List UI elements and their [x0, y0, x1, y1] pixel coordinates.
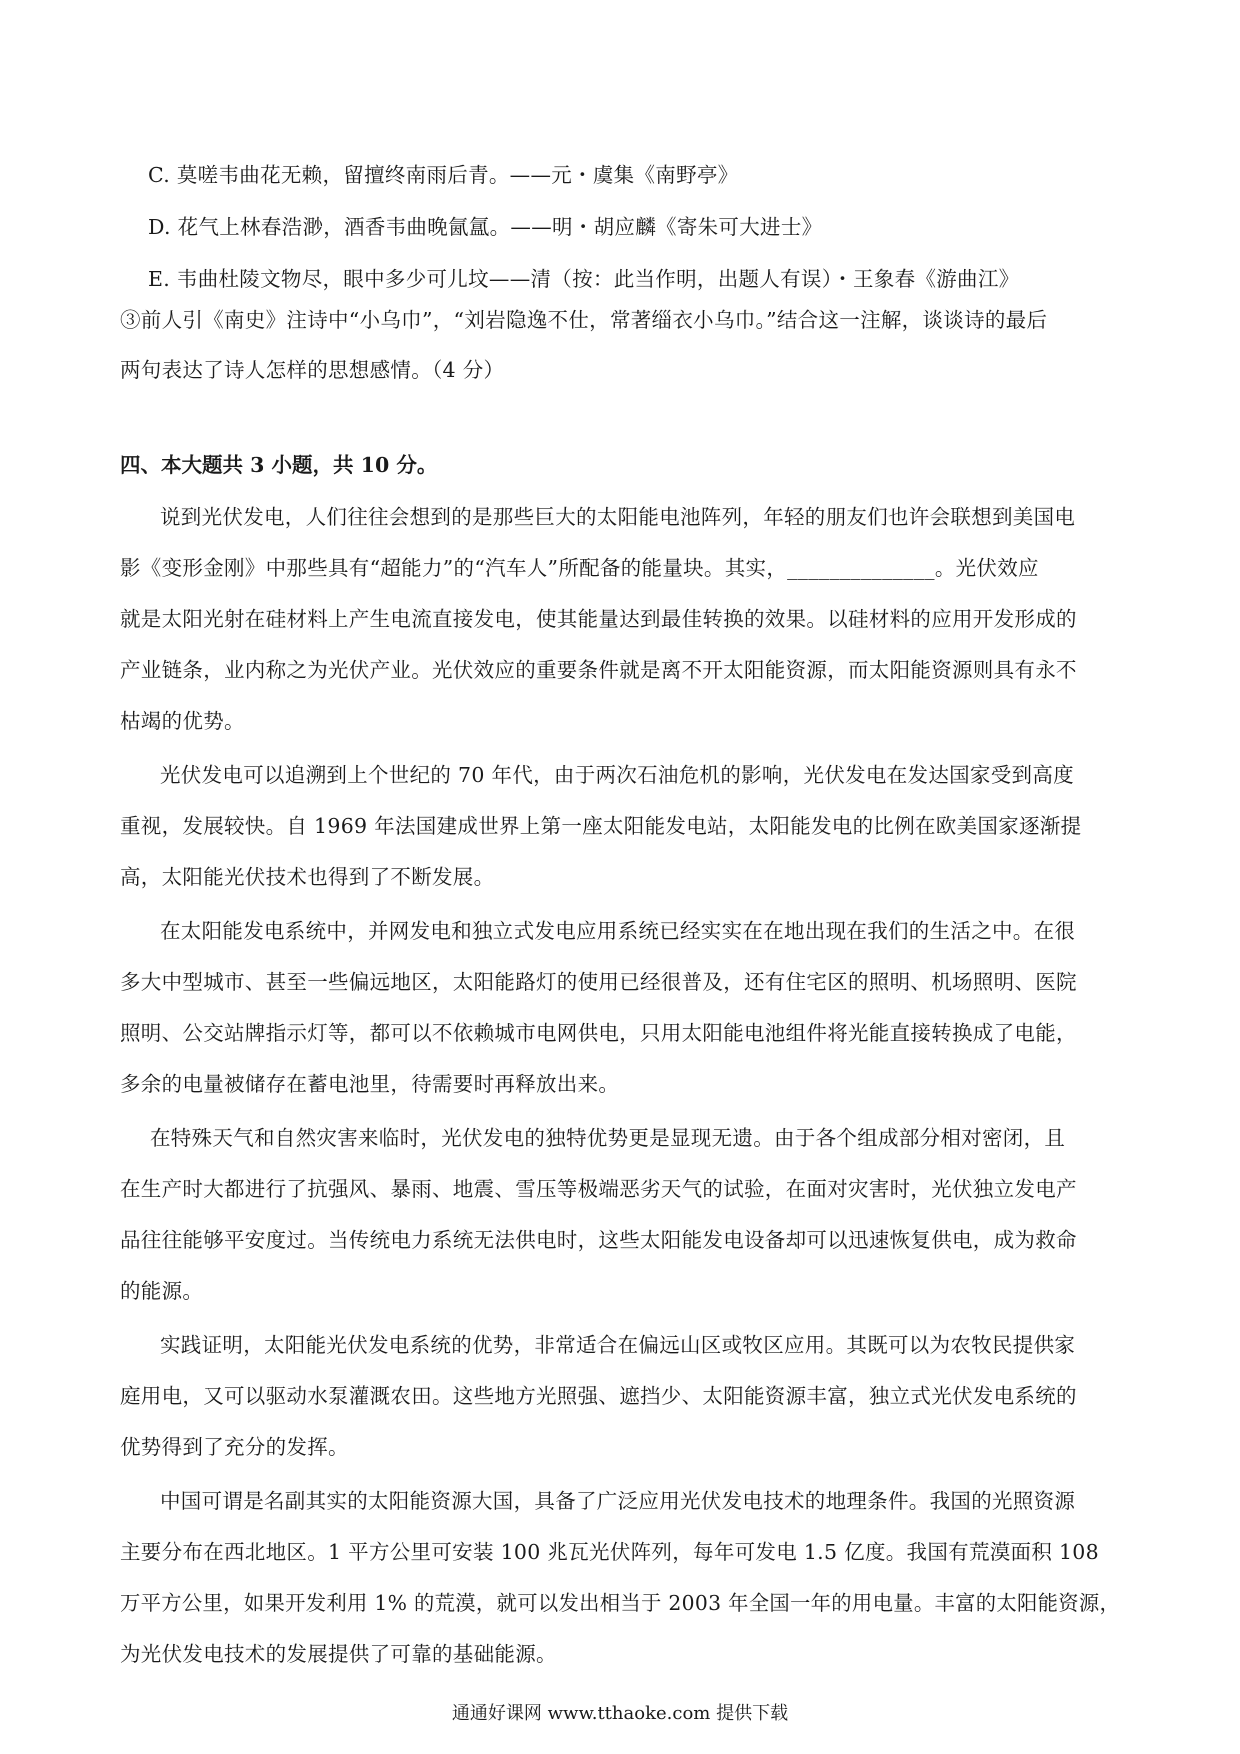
paragraph-3-line: 多余的电量被储存在蓄电池里，待需要时再释放出来。	[120, 1072, 620, 1096]
paragraph-3-line: 照明、公交站牌指示灯等，都可以不依赖城市电网供电，只用太阳能电池组件将光能直接转换成了电能，	[120, 1021, 1077, 1045]
paragraph-1-line: 就是太阳光射在硅材料上产生电流直接发电，使其能量达到最佳转换的效果。以硅材料的应用开发形成的	[120, 607, 1077, 631]
paragraph-1-line: 产业链条，业内称之为光伏产业。光伏效应的重要条件就是离不开太阳能资源，而太阳能资源则具有永不	[120, 658, 1077, 682]
paragraph-3-line: 多大中型城市、甚至一些偏远地区，太阳能路灯的使用已经很普及，还有住宅区的照明、机场照明、医院	[120, 970, 1077, 994]
paragraph-5-line: 实践证明，太阳能光伏发电系统的优势，非常适合在偏远山区或牧区应用。其既可以为农牧民提供家	[160, 1333, 1076, 1357]
paragraph-1-line: 影《变形金刚》中那些具有“超能力”的“汽车人”所配备的能量块。其实，______________。光伏效应	[120, 556, 1039, 580]
question-3-line-2: 两句表达了诗人怎样的思想感情。（4 分）	[120, 358, 505, 382]
paragraph-6-line: 主要分布在西北地区。1 平方公里可安装 100 兆瓦光伏阵列，每年可发电 1.5 亿度。我国有荒漠面积 108	[120, 1540, 1099, 1564]
section-4-heading: 四、本大题共 3 小题，共 10 分。	[120, 453, 438, 477]
paragraph-2-line: 光伏发电可以追溯到上个世纪的 70 年代，由于两次石油危机的影响，光伏发电在发达国家受到高度	[160, 763, 1074, 787]
paragraph-2-line: 重视，发展较快。自 1969 年法国建成世界上第一座太阳能发电站，太阳能发电的比例在欧美国家逐渐提	[120, 814, 1082, 838]
paragraph-6-line: 中国可谓是名副其实的太阳能资源大国，具备了广泛应用光伏发电技术的地理条件。我国的光照资源	[160, 1489, 1076, 1513]
paragraph-3-line: 在太阳能发电系统中，并网发电和独立式发电应用系统已经实实在在地出现在我们的生活之中。在很	[160, 919, 1076, 943]
paragraph-6-line: 为光伏发电技术的发展提供了可靠的基础能源。	[120, 1642, 557, 1666]
paragraph-1-line: 枯竭的优势。	[120, 709, 245, 733]
paragraph-4-line: 的能源。	[120, 1279, 204, 1303]
paragraph-1-line: 说到光伏发电，人们往往会想到的是那些巨大的太阳能电池阵列，年轻的朋友们也许会联想到美国电	[160, 505, 1076, 529]
paragraph-4-line: 品往往能够平安度过。当传统电力系统无法供电时，这些太阳能发电设备却可以迅速恢复供电，成为救命	[120, 1228, 1077, 1252]
paragraph-2-line: 高，太阳能光伏技术也得到了不断发展。	[120, 865, 495, 889]
option-c: C. 莫嗟韦曲花无赖，留擅终南雨后青。——元・虞集《南野亭》	[148, 163, 739, 187]
paragraph-4-line: 在生产时大都进行了抗强风、暴雨、地震、雪压等极端恶劣天气的试验，在面对灾害时，光伏独立发电产	[120, 1177, 1077, 1201]
option-d: D. 花气上林春浩渺，酒香韦曲晚氤氲。——明・胡应麟《寄朱可大进士》	[148, 215, 823, 239]
paragraph-5-line: 优势得到了充分的发挥。	[120, 1435, 349, 1459]
option-e: E. 韦曲杜陵文物尽，眼中多少可儿坟——清（按：此当作明，出题人有误）・王象春《游曲江》	[148, 267, 1020, 291]
paragraph-6-line: 万平方公里，如果开发利用 1% 的荒漠，就可以发出相当于 2003 年全国一年的用电量。丰富的太阳能资源，	[120, 1591, 1121, 1615]
question-3-line-1: ③前人引《南史》注诗中“小乌巾”，“刘岩隐逸不仕，常著缁衣小乌巾。”结合这一注解，谈谈诗的最后	[120, 308, 1048, 332]
paragraph-5-line: 庭用电，又可以驱动水泵灌溉农田。这些地方光照强、遮挡少、太阳能资源丰富，独立式光伏发电系统的	[120, 1384, 1077, 1408]
page-footer: 通通好课网 www.tthaoke.com 提供下载	[451, 1703, 789, 1724]
paragraph-4-line: 在特殊天气和自然灾害来临时，光伏发电的独特优势更是显现无遗。由于各个组成部分相对密闭，且	[150, 1126, 1066, 1150]
